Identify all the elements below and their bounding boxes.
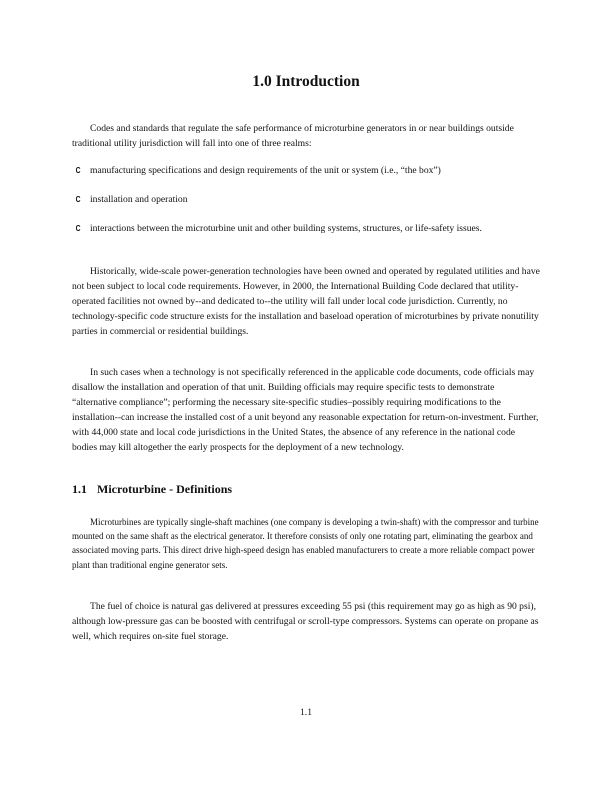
page-title: 1.0 Introduction — [252, 73, 360, 90]
section-heading — [72, 482, 232, 497]
page-number: 1.1 — [300, 707, 312, 718]
bullet-text: manufacturing specifications and design requirements of the unit or system (i.e., “the box”) — [90, 165, 441, 176]
definitions-paragraph: Microturbines are typically single-shaft machines (one company is developing a twin-shaft) with the compressor and turbine mounted on the same shaft as the electrical generator. It therefore consists of only one rotating part, eliminating the gearbox and associated moving parts. This direct drive high-speed design has enabled manufacturers to create a more reliable compact power plant than traditional engine generator sets. — [72, 517, 539, 570]
bullet-marker: C — [75, 223, 81, 233]
section-number: 1.1 — [72, 482, 87, 496]
bullet-text: interactions between the microturbine unit and other building systems, structures, or life-safety issues. — [90, 223, 482, 234]
such-cases-paragraph: In such cases when a technology is not specifically referenced in the applicable code documents, code officials may disallow the installation and operation of that unit. Building officials may require specific tests to demonstrate “alternative compliance”; performing the necessary site-specific studies–possibly requiring modifications to the installation--can increase the installed cost of a unit beyond any reasonable expectation for return-on-investment. Further, with 44,000 state and local code jurisdictions in the United States, the absence of any reference in the national code bodies may kill altogether the early prospects for the deployment of a new technology. — [72, 367, 539, 453]
bullet-text: installation and operation — [90, 194, 188, 205]
bullet-marker: C — [75, 194, 81, 204]
bullet-item-2 — [72, 192, 540, 207]
section-title: Microturbine - Definitions — [97, 482, 233, 496]
fuel-paragraph: The fuel of choice is natural gas delivered at pressures exceeding 55 psi (this requirement may go as high as 90 psi), although low-pressure gas can be boosted with centrifugal or scroll-type compressors. Systems can operate on propane as well, which requires on-site fuel storage. — [72, 601, 539, 642]
historically-paragraph: Historically, wide-scale power-generation technologies have been owned and operated by regulated utilities and have not been subject to local code requirements. However, in 2000, the International Building Code declared that utility-operated facilities not owned by--and dedicated to--the utility will fall under local code jurisdiction. Currently, no technology-specific code structure exists for the installation and baseload operation of microturbines by private nonutility parties in commercial or residential buildings. — [72, 266, 540, 337]
bullet-marker: C — [75, 165, 81, 175]
bullet-item-1 — [72, 163, 540, 178]
intro-paragraph: Codes and standards that regulate the safe performance of microturbine generators in or near buildings outside traditional utility jurisdiction will fall into one of three realms: — [72, 123, 514, 149]
bullet-item-3 — [72, 221, 540, 236]
